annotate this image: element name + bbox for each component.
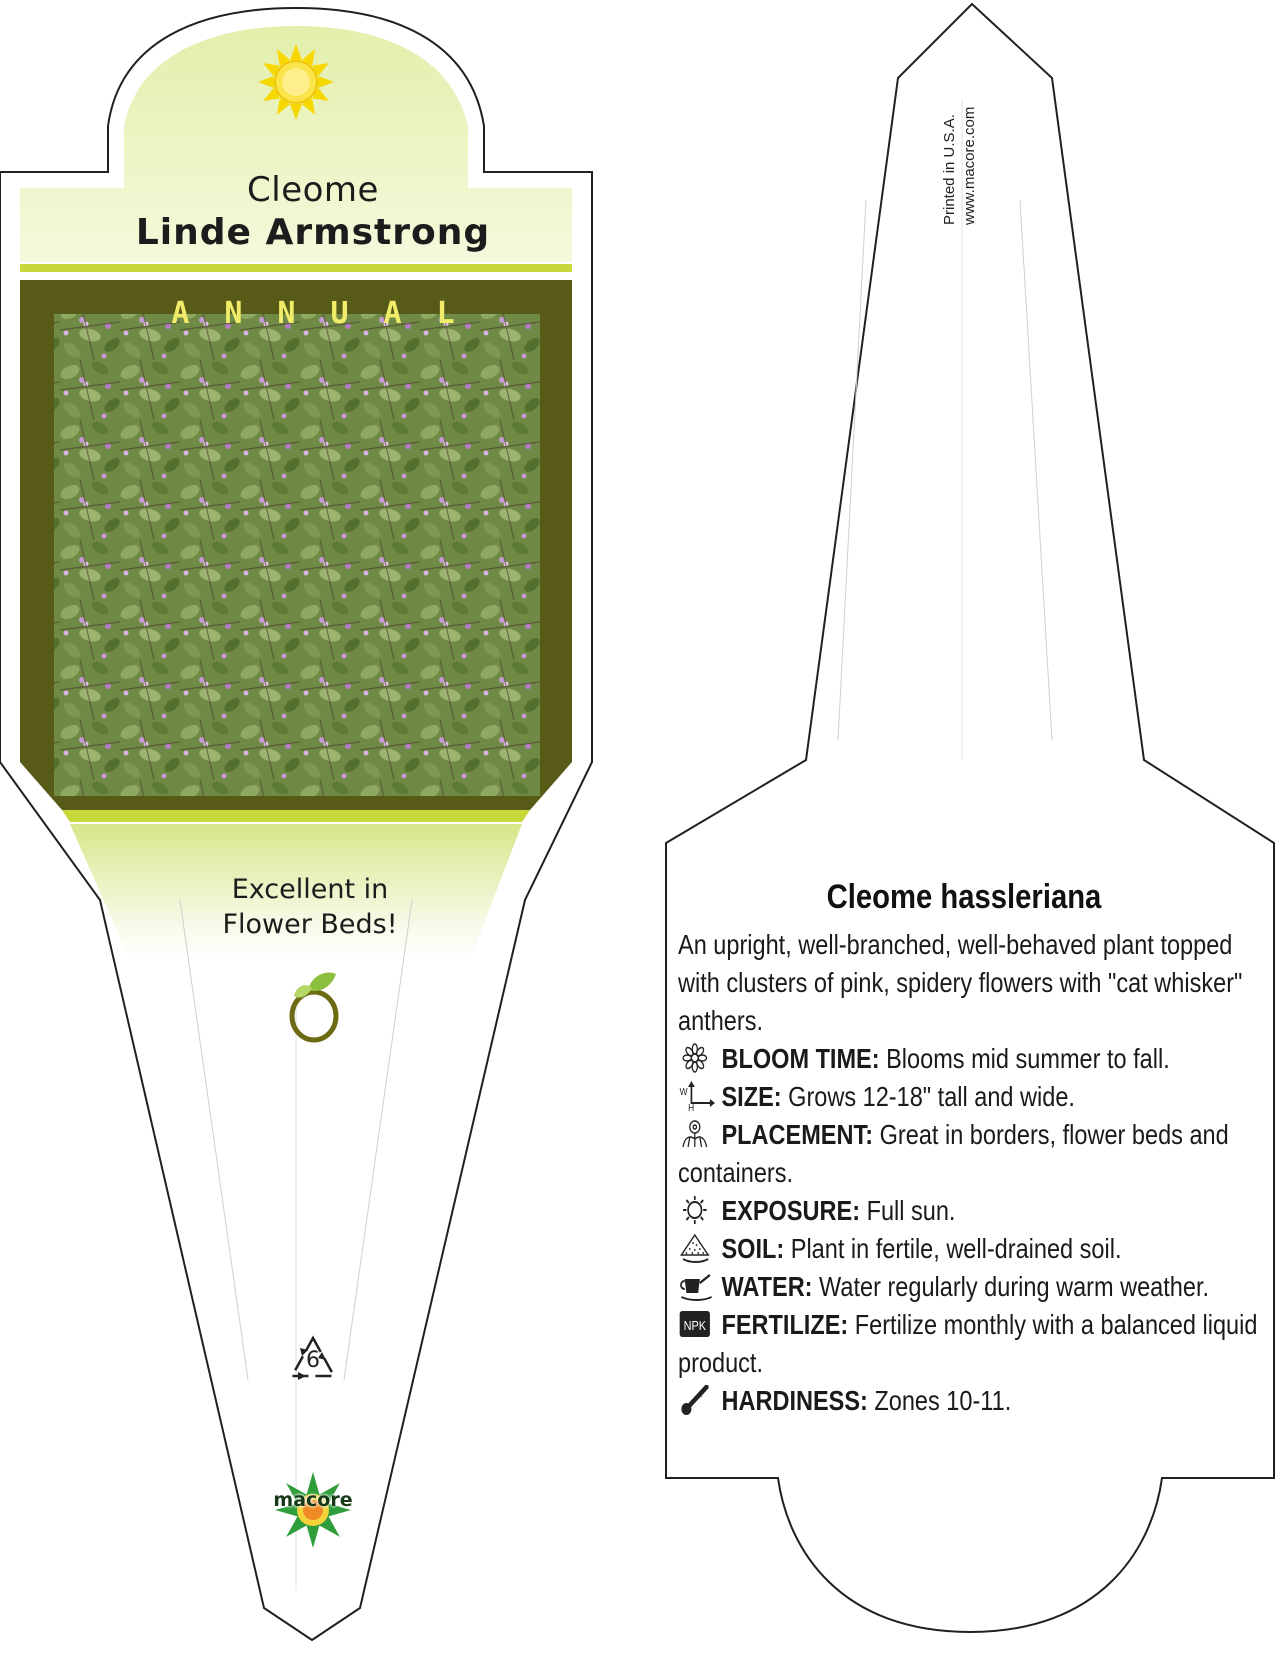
printed-in-usa bbox=[940, 40, 980, 225]
tagline-line-1: Excellent in bbox=[231, 874, 389, 905]
printed-line-2: www.macore.com bbox=[961, 106, 978, 225]
sun-outline-icon bbox=[678, 1195, 715, 1225]
care-text: Full sun. bbox=[866, 1195, 956, 1226]
placement-icon bbox=[678, 1119, 715, 1149]
care-text: Plant in fertile, well-drained soil. bbox=[790, 1233, 1122, 1264]
plant-common-name: Cleome bbox=[247, 170, 379, 210]
care-label: SOIL: bbox=[721, 1233, 785, 1264]
plant-photo bbox=[54, 314, 540, 796]
care-text: Fertilize monthly with a balanced liquid product. bbox=[678, 1309, 1258, 1378]
care-text: Blooms mid summer to fall. bbox=[886, 1043, 1170, 1074]
plant-category: ANNUAL bbox=[171, 296, 490, 331]
npk-icon bbox=[678, 1309, 715, 1339]
plant-description: An upright, well-branched, well-behaved plant topped with clusters of pink, spidery flowers with "cat whisker" anthers. bbox=[678, 929, 1243, 1036]
size-icon-h: H bbox=[688, 1102, 695, 1111]
care-label: WATER: bbox=[721, 1271, 813, 1302]
watering-can-icon bbox=[678, 1271, 715, 1301]
size-arrows-icon bbox=[678, 1081, 715, 1111]
botanical-name: Cleome hassleriana bbox=[826, 878, 1102, 916]
care-row-bloom-time bbox=[678, 1040, 1258, 1078]
care-text: Zones 10-11. bbox=[874, 1385, 1012, 1416]
flower-icon bbox=[678, 1043, 715, 1073]
care-row-water bbox=[678, 1268, 1258, 1306]
npk-icon-text: NPK bbox=[683, 1318, 707, 1334]
care-row-exposure bbox=[678, 1192, 1258, 1230]
sun-icon bbox=[256, 42, 336, 122]
care-info bbox=[678, 926, 1258, 1420]
care-row-size bbox=[678, 1078, 1258, 1116]
care-label: SIZE: bbox=[721, 1081, 782, 1112]
brand-name: macore bbox=[273, 1489, 353, 1511]
care-row-hardiness bbox=[678, 1382, 1258, 1420]
care-label: FERTILIZE: bbox=[721, 1309, 849, 1340]
care-label: EXPOSURE: bbox=[721, 1195, 861, 1226]
recycle-number: 6 bbox=[306, 1348, 320, 1373]
care-label: PLACEMENT: bbox=[721, 1119, 874, 1150]
plant-variety-name: Linde Armstrong bbox=[135, 212, 491, 253]
leaf-logo-icon bbox=[286, 968, 342, 1044]
care-label: HARDINESS: bbox=[721, 1385, 868, 1416]
care-row-fertilize bbox=[678, 1306, 1258, 1382]
tagline bbox=[160, 872, 460, 942]
care-text: Great in borders, flower beds and containers. bbox=[678, 1119, 1229, 1188]
printed-line-1: Printed in U.S.A. bbox=[941, 114, 958, 225]
care-row-placement bbox=[678, 1116, 1258, 1192]
tagline-line-2: Flower Beds! bbox=[222, 909, 398, 940]
soil-icon bbox=[678, 1233, 715, 1263]
care-row-soil bbox=[678, 1230, 1258, 1268]
care-text: Grows 12-18" tall and wide. bbox=[788, 1081, 1075, 1112]
thermometer-icon bbox=[678, 1385, 715, 1415]
size-icon-w: W bbox=[679, 1086, 688, 1098]
care-text: Water regularly during warm weather. bbox=[819, 1271, 1210, 1302]
care-label: BLOOM TIME: bbox=[721, 1043, 880, 1074]
